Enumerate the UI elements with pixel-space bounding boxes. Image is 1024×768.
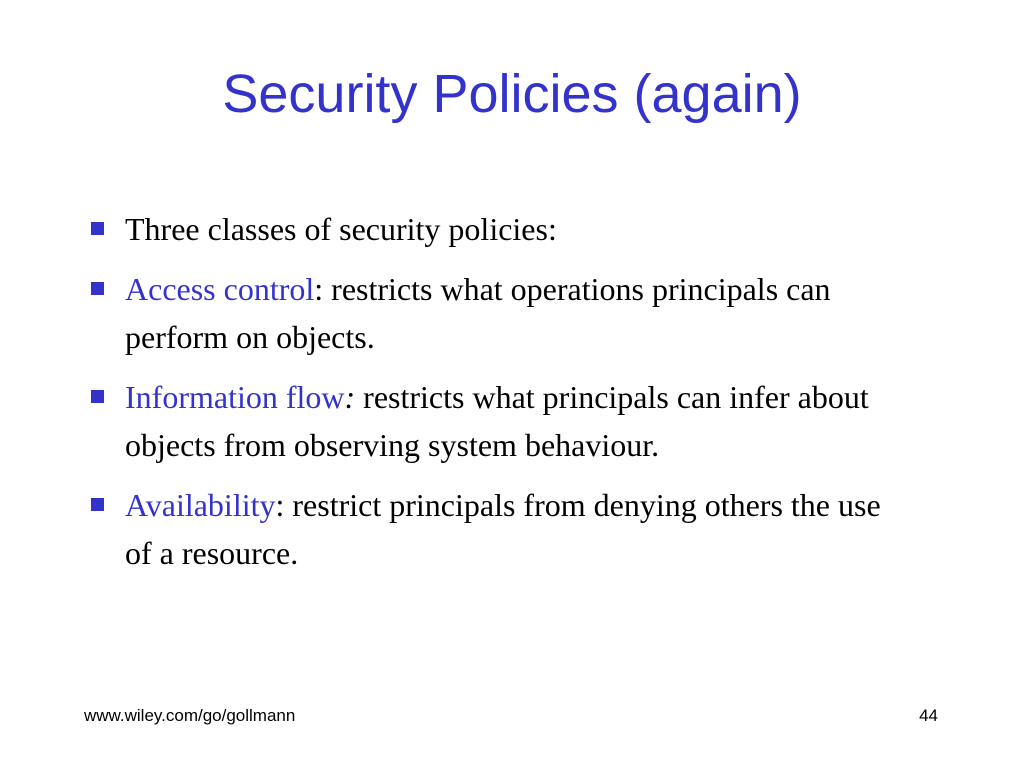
bullet-text: restrict principals from denying others the use of a resource. xyxy=(125,487,881,571)
bullet-text: restricts what operations principals can perform on objects. xyxy=(125,271,831,355)
bullet-term-suffix: : xyxy=(314,271,324,307)
bullet-term: Availability xyxy=(125,487,276,523)
footer-url: www.wiley.com/go/gollmann xyxy=(84,706,296,725)
bullet-item xyxy=(88,373,888,469)
bullet-term-suffix: : xyxy=(275,487,285,523)
square-bullet-icon xyxy=(91,222,104,235)
bullet-item xyxy=(88,481,888,577)
bullet-item xyxy=(88,205,888,253)
square-bullet-icon xyxy=(91,282,104,295)
bullet-term: Information flow xyxy=(125,379,345,415)
square-bullet-icon xyxy=(91,390,104,403)
page-number: 44 xyxy=(919,706,938,725)
bullet-text: Three classes of security policies: xyxy=(125,211,557,247)
square-bullet-icon xyxy=(91,498,104,511)
bullet-item xyxy=(88,265,888,361)
slide-title: Security Policies (again) xyxy=(222,64,802,124)
bullet-text: restricts what principals can infer about objects from observing system behaviour. xyxy=(125,379,869,463)
bullet-term: Access control xyxy=(125,271,315,307)
bullet-list xyxy=(88,205,888,589)
bullet-term-suffix: : xyxy=(344,379,356,415)
